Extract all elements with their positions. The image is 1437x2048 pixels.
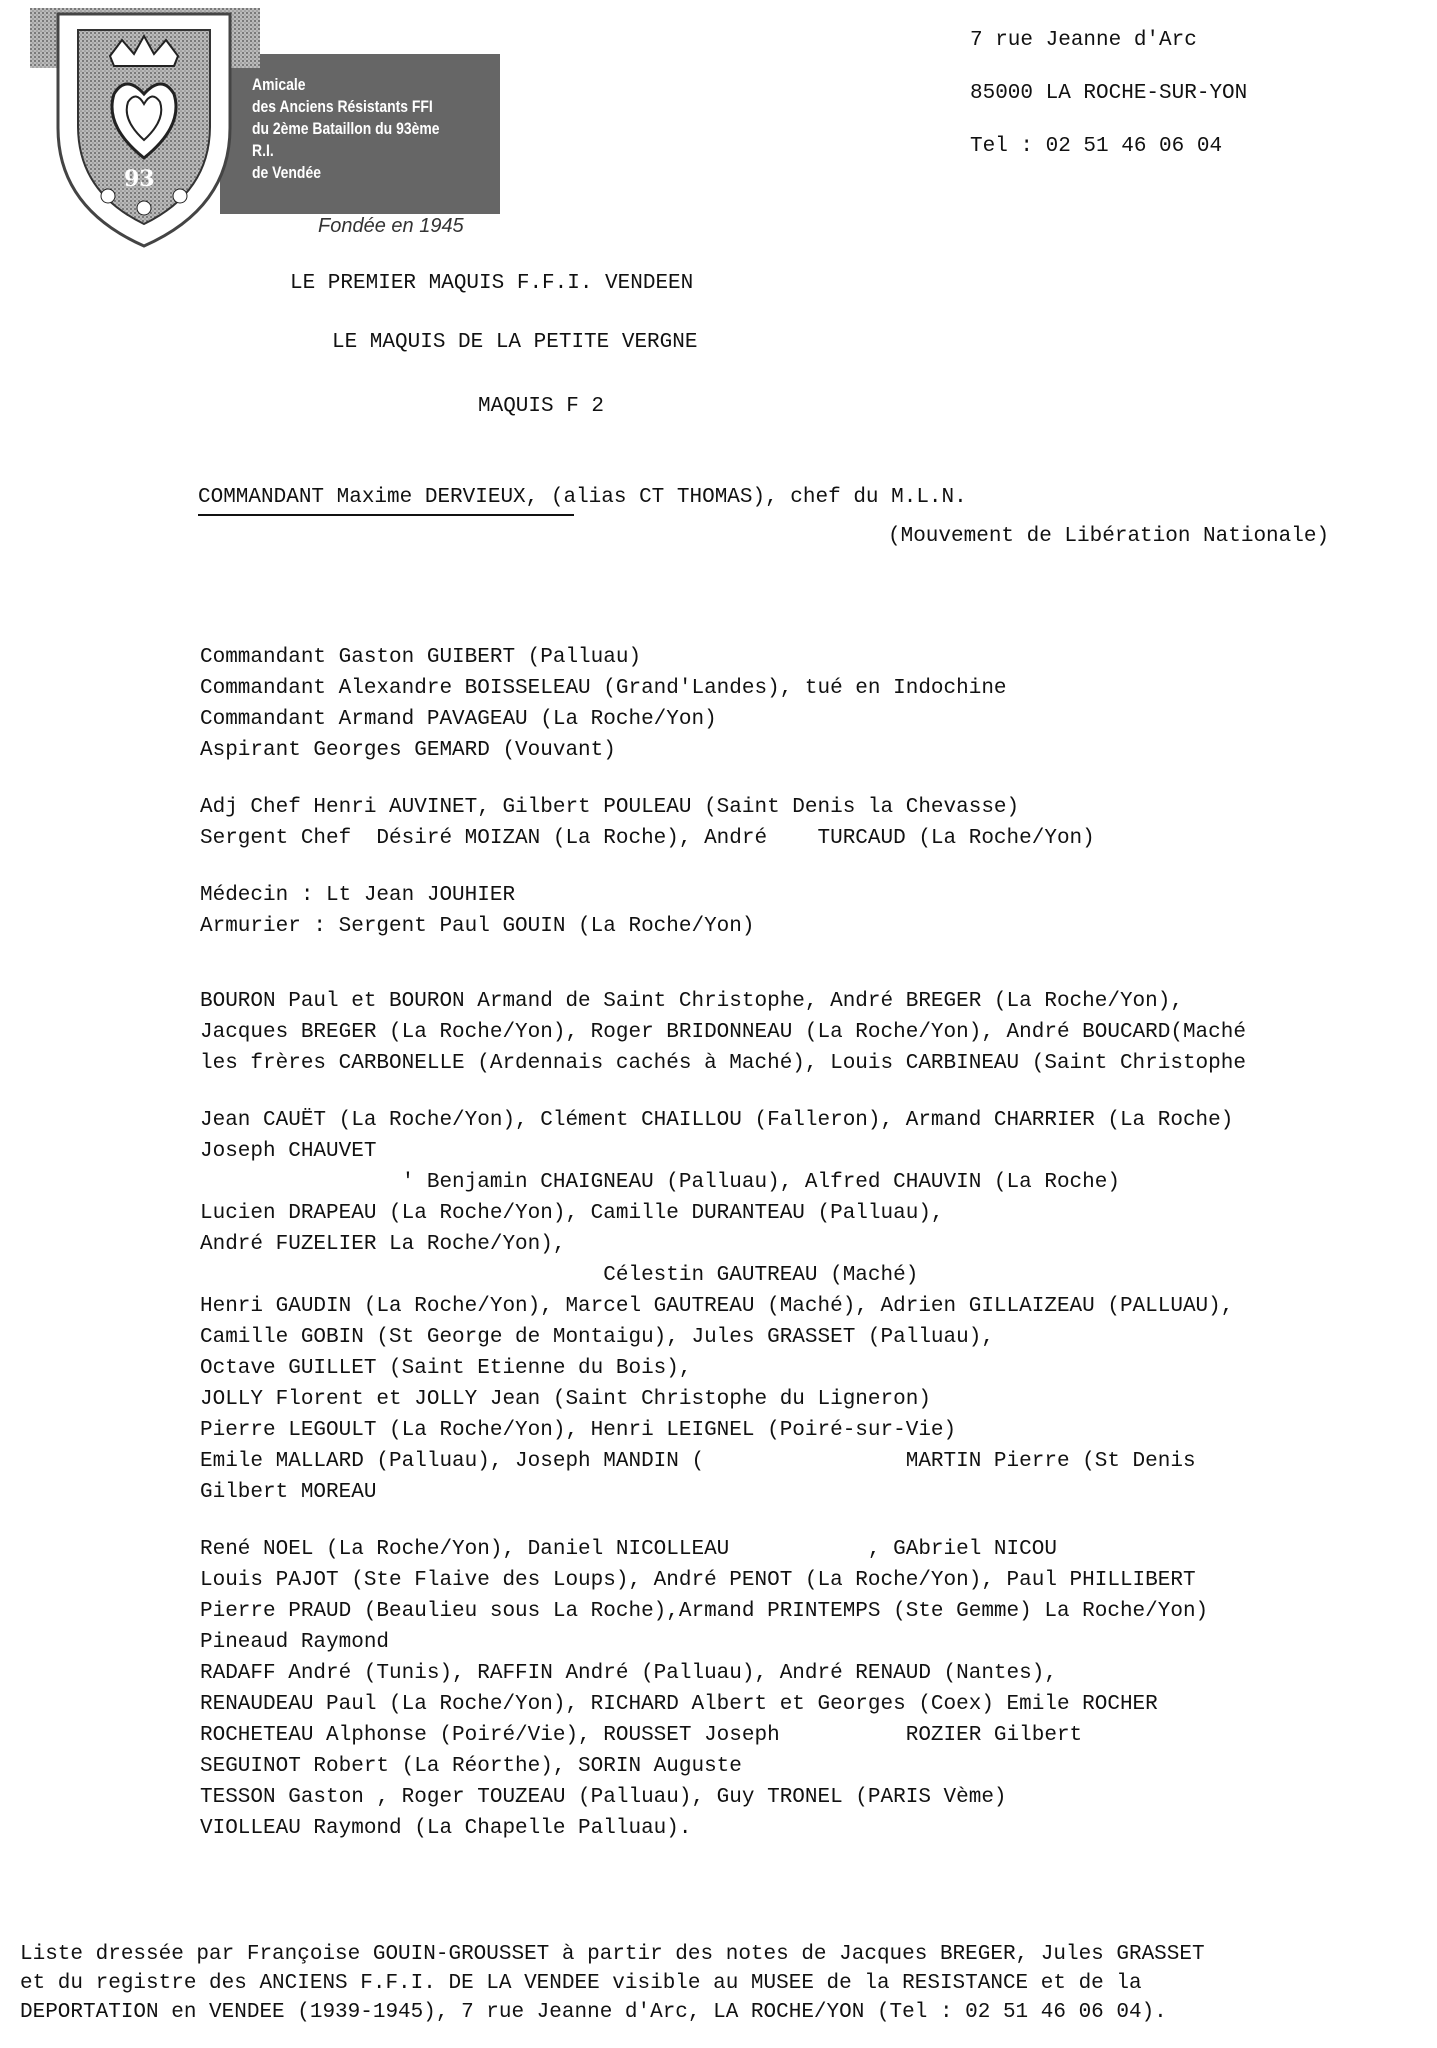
- member-line: TESSON Gaston , Roger TOUZEAU (Palluau), Guy TRONEL (PARIS Vème): [200, 1786, 1007, 1809]
- member-line: Commandant Alexandre BOISSELEAU (Grand'Landes), tué en Indochine: [200, 677, 1007, 700]
- commander-name: COMMANDANT Maxime DERVIEUX,: [198, 486, 539, 509]
- address-city: 85000 LA ROCHE-SUR-YON: [970, 82, 1248, 105]
- member-line: les frères CARBONELLE (Ardennais cachés à Maché), Louis CARBINEAU (Saint Christophe: [200, 1052, 1246, 1075]
- member-line: Henri GAUDIN (La Roche/Yon), Marcel GAUTREAU (Maché), Adrien GILLAIZEAU (PALLUAU),: [200, 1295, 1234, 1318]
- member-line: Jean CAUËT (La Roche/Yon), Clément CHAILLOU (Falleron), Armand CHARRIER (La Roche): [200, 1109, 1234, 1132]
- member-line: Adj Chef Henri AUVINET, Gilbert POULEAU (Saint Denis la Chevasse): [200, 796, 1020, 819]
- member-line: Joseph CHAUVET: [200, 1140, 377, 1163]
- group-gap: [200, 854, 1246, 880]
- footer-line: Liste dressée par Françoise GOUIN-GROUSSET à partir des notes de Jacques BREGER, Jules GRASSET: [20, 1943, 1205, 1966]
- member-line: Sergent Chef Désiré MOIZAN (La Roche), André TURCAUD (La Roche/Yon): [200, 827, 1095, 850]
- member-line: Médecin : Lt Jean JOUHIER: [200, 884, 516, 907]
- document-subtitle: LE MAQUIS DE LA PETITE VERGNE: [332, 331, 698, 354]
- member-line: Octave GUILLET (Saint Etienne du Bois),: [200, 1357, 692, 1380]
- member-line: JOLLY Florent et JOLLY Jean (Saint Christophe du Ligneron): [200, 1388, 931, 1411]
- member-line: Pierre PRAUD (Beaulieu sous La Roche),Armand PRINTEMPS (Ste Gemme) La Roche/Yon): [200, 1600, 1209, 1623]
- group-gap: [200, 1079, 1246, 1105]
- group-gap: [200, 766, 1246, 792]
- member-line: André FUZELIER La Roche/Yon),: [200, 1233, 566, 1256]
- commander-role: (alias CT THOMAS), chef du M.L.N.: [538, 486, 967, 509]
- member-line: VIOLLEAU Raymond (La Chapelle Palluau).: [200, 1817, 692, 1840]
- member-line: RENAUDEAU Paul (La Roche/Yon), RICHARD Albert et Georges (Coex) Emile ROCHER: [200, 1693, 1158, 1716]
- member-line: RADAFF André (Tunis), RAFFIN André (Palluau), André RENAUD (Nantes),: [200, 1662, 1057, 1685]
- member-line: Célestin GAUTREAU (Maché): [200, 1264, 919, 1287]
- member-line: Jacques BREGER (La Roche/Yon), Roger BRIDONNEAU (La Roche/Yon), André BOUCARD(Maché: [200, 1021, 1246, 1044]
- founded-date: Fondée en 1945: [318, 215, 464, 237]
- member-line: Commandant Armand PAVAGEAU (La Roche/Yon): [200, 708, 717, 731]
- member-line: Armurier : Sergent Paul GOUIN (La Roche/Yon): [200, 915, 755, 938]
- member-list: [200, 642, 1246, 1844]
- member-line: SEGUINOT Robert (La Réorthe), SORIN Auguste: [200, 1755, 742, 1778]
- member-line: Camille GOBIN (St George de Montaigu), Jules GRASSET (Palluau),: [200, 1326, 994, 1349]
- document-maquis-code: MAQUIS F 2: [478, 395, 605, 418]
- association-banner: [220, 54, 500, 214]
- member-line: Lucien DRAPEAU (La Roche/Yon), Camille DURANTEAU (Palluau),: [200, 1202, 944, 1225]
- member-line: BOURON Paul et BOURON Armand de Saint Christophe, André BREGER (La Roche/Yon),: [200, 990, 1183, 1013]
- footer-line: et du registre des ANCIENS F.F.I. DE LA VENDEE visible au MUSEE de la RESISTANCE et de la: [20, 1972, 1142, 1995]
- document-title: LE PREMIER MAQUIS F.F.I. VENDEEN: [290, 272, 694, 295]
- member-line: Aspirant Georges GEMARD (Vouvant): [200, 739, 616, 762]
- address-street: 7 rue Jeanne d'Arc: [970, 29, 1197, 52]
- member-line: Pierre LEGOULT (La Roche/Yon), Henri LEIGNEL (Poiré-sur-Vie): [200, 1419, 957, 1442]
- member-line: Gilbert MOREAU: [200, 1481, 377, 1504]
- group-gap: [200, 1508, 1246, 1534]
- member-line: René NOEL (La Roche/Yon), Daniel NICOLLEAU , GAbriel NICOU: [200, 1538, 1057, 1561]
- shield-emblem-icon: [30, 8, 260, 252]
- association-line: de Vendée: [252, 163, 321, 182]
- association-line: des Anciens Résistants FFI: [252, 97, 433, 116]
- address-phone: Tel : 02 51 46 06 04: [970, 135, 1223, 158]
- association-line: du 2ème Bataillon du 93ème R.I.: [252, 119, 440, 160]
- member-line: ROCHETEAU Alphonse (Poiré/Vie), ROUSSET Joseph ROZIER Gilbert: [200, 1724, 1083, 1747]
- footer-note: [20, 1940, 1205, 2027]
- association-name: [252, 74, 455, 184]
- member-line: Pineaud Raymond: [200, 1631, 390, 1654]
- member-line: Commandant Gaston GUIBERT (Palluau): [200, 646, 642, 669]
- commander-line: [198, 487, 967, 508]
- member-line: Louis PAJOT (Ste Flaive des Loups), André PENOT (La Roche/Yon), Paul PHILLIBERT: [200, 1569, 1196, 1592]
- member-line: ' Benjamin CHAIGNEAU (Palluau), Alfred CHAUVIN (La Roche): [200, 1171, 1120, 1194]
- commander-underline: [198, 514, 574, 516]
- footer-line: DEPORTATION en VENDEE (1939-1945), 7 rue Jeanne d'Arc, LA ROCHE/YON (Tel : 02 51 46 06 04).: [20, 2001, 1167, 2024]
- movement-name: (Mouvement de Libération Nationale): [888, 525, 1330, 548]
- address-block: [970, 29, 1247, 188]
- association-line: Amicale: [252, 75, 306, 94]
- group-gap: [200, 942, 1246, 986]
- member-line: Emile MALLARD (Palluau), Joseph MANDIN ( MARTIN Pierre (St Denis: [200, 1450, 1196, 1473]
- shield-number: 93: [124, 166, 155, 192]
